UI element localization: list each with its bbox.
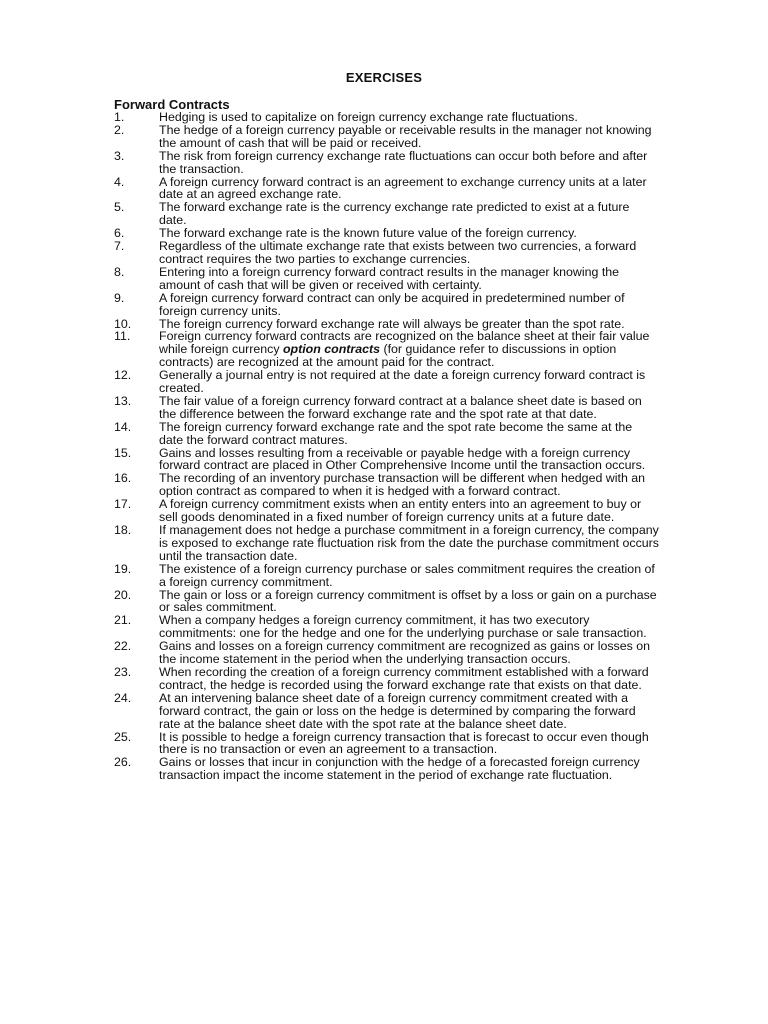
list-item [114, 240, 659, 266]
list-item [114, 330, 659, 369]
item-text: The hedge of a foreign currency payable or receivable results in the manager not knowing the amount of cash that will be paid or received. [159, 122, 652, 150]
item-number: 19. [114, 561, 132, 576]
item-text: Generally a journal entry is not required at the date a foreign currency forward contract is created. [159, 368, 646, 396]
item-number: 9. [114, 290, 125, 305]
item-number: 8. [114, 264, 125, 279]
item-text-part: (for guidance refer to discussions in option contracts) are recognized at the amount paid for the contract. [159, 342, 617, 370]
item-number: 20. [114, 587, 132, 602]
item-number: 11. [114, 329, 131, 344]
item-text: The foreign currency forward exchange rate will always be greater than the spot rate. [159, 316, 625, 331]
item-text-emphasis: option contracts [282, 342, 381, 357]
list-item [114, 614, 659, 640]
list-item [114, 150, 659, 176]
item-text: The forward exchange rate is the known future value of the foreign currency. [159, 226, 577, 241]
item-text: Gains or losses that incur in conjunction with the hedge of a forecasted foreign currency transaction impact the income statement in the period of exchange rate fluctuation. [159, 755, 640, 783]
item-text-part: Foreign currency forward contracts are recognized on the balance sheet at their fair value while foreign currency [159, 329, 650, 357]
list-item [114, 395, 659, 421]
item-number: 7. [114, 239, 125, 254]
item-text: The gain or loss or a foreign currency commitment is offset by a loss or gain on a purchase or sales commitment. [159, 587, 657, 615]
list-item [114, 524, 659, 563]
item-text: Regardless of the ultimate exchange rate that exists between two currencies, a forward contract requires the two parties to exchange currencies. [159, 239, 637, 266]
item-number: 23. [114, 664, 132, 679]
item-number: 14. [114, 419, 132, 434]
item-text: The forward exchange rate is the currency exchange rate predicted to exist at a future date. [159, 200, 630, 228]
list-item [114, 756, 659, 782]
item-text: Gains and losses resulting from a receivable or payable hedge with a foreign currency forward contract are placed in Other Comprehensive Income until the transaction occurs. [159, 445, 646, 473]
list-item [114, 266, 659, 292]
list-item [114, 731, 659, 757]
item-text: Hedging is used to capitalize on foreign currency exchange rate fluctuations. [159, 110, 578, 124]
item-number: 15. [114, 445, 132, 460]
list-item [114, 640, 659, 666]
item-text: Gains and losses on a foreign currency commitment are recognized as gains or losses on the income statement in the period when the underlying transaction occurs. [159, 639, 651, 667]
list-item [114, 176, 659, 202]
item-text: A foreign currency commitment exists when an entity enters into an agreement to buy or sell goods denominated in a fixed number of foreign currency units at a future date. [159, 497, 642, 525]
item-number: 25. [114, 729, 132, 744]
item-text: The fair value of a foreign currency forward contract at a balance sheet date is based on the difference between the forward exchange rate and the spot rate at that date. [159, 393, 642, 421]
item-text: If management does not hedge a purchase commitment in a foreign currency, the company is exposed to exchange rate fluctuation risk from the date the purchase commitment occurs until the transaction date. [159, 523, 660, 563]
item-text: The recording of an inventory purchase transaction will be different when hedged with an option contract as compared to when it is hedged with a forward contract. [159, 471, 646, 499]
list-item [114, 124, 659, 150]
item-text: The existence of a foreign currency purchase or sales commitment requires the creation of a foreign currency commitment. [159, 561, 655, 589]
list-item [114, 201, 659, 227]
list-item [114, 369, 659, 395]
exercise-list [114, 111, 659, 782]
section-heading: Forward Contracts [114, 97, 230, 112]
item-text [159, 330, 659, 369]
item-text: The foreign currency forward exchange rate and the spot rate become the same at the date the forward contract matures. [159, 419, 633, 447]
page-title: EXERCISES [345, 70, 423, 85]
item-text: It is possible to hedge a foreign currency transaction that is forecast to occur even though there is no transaction or even an agreement to a transaction. [159, 729, 649, 757]
item-number: 1. [114, 110, 125, 124]
list-item [114, 421, 659, 447]
item-number: 10. [114, 316, 132, 331]
list-item [114, 589, 659, 615]
item-number: 3. [114, 148, 125, 163]
list-item [114, 447, 659, 473]
list-item [114, 292, 659, 318]
list-item [114, 692, 659, 731]
list-item [114, 472, 659, 498]
item-number: 18. [114, 523, 132, 537]
item-text: Entering into a foreign currency forward contract results in the manager knowing the amount of cash that will be given or received with certainty. [159, 264, 620, 292]
list-item [114, 666, 659, 692]
item-number: 16. [114, 471, 132, 486]
list-item [114, 111, 659, 124]
item-number: 4. [114, 174, 125, 189]
item-number: 17. [114, 497, 132, 512]
item-text: When recording the creation of a foreign currency commitment established with a forward contract, the hedge is recorded using the forward exchange rate that exists on that date. [159, 664, 649, 692]
item-number: 26. [114, 755, 132, 770]
item-number: 21. [114, 613, 132, 628]
item-number: 6. [114, 226, 125, 241]
item-text: The risk from foreign currency exchange rate fluctuations can occur both before and after the transaction. [159, 148, 648, 176]
item-text: At an intervening balance sheet date of a foreign currency commitment created with a forward contract, the gain or loss on the hedge is determined by comparing the forward rate at the balance sheet date with the spot rate at the balance sheet date. [159, 690, 636, 731]
list-item [114, 498, 659, 524]
item-number: 24. [114, 690, 132, 705]
item-text: When a company hedges a foreign currency commitment, it has two executory commitments: one for the hedge and one for the underlying purchase or sale transaction. [159, 613, 647, 641]
item-text: A foreign currency forward contract is an agreement to exchange currency units at a later date at an agreed exchange rate. [159, 174, 647, 202]
list-item [114, 563, 659, 589]
item-number: 13. [114, 393, 132, 408]
item-number: 5. [114, 200, 125, 215]
item-number: 12. [114, 368, 132, 383]
item-text: A foreign currency forward contract can only be acquired in predetermined number of foreign currency units. [159, 290, 625, 318]
item-number: 2. [114, 122, 125, 137]
item-number: 22. [114, 639, 132, 654]
